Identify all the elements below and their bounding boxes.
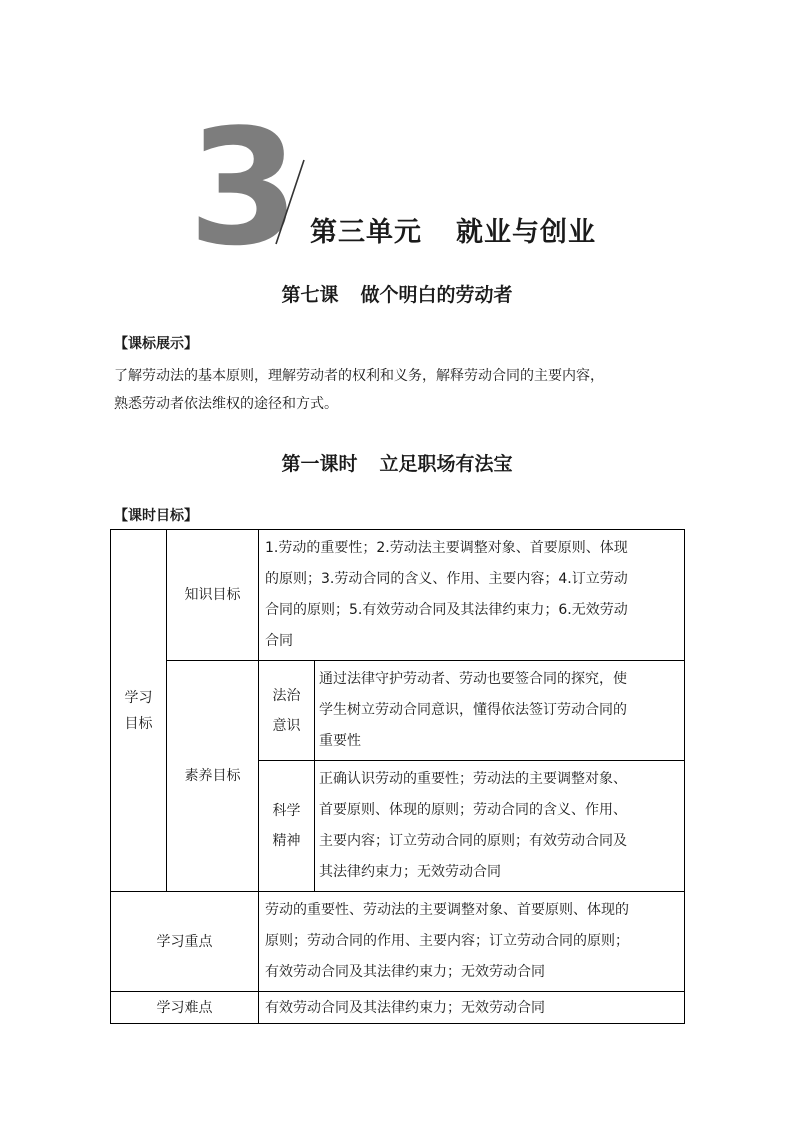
learning-goals-label-1: 学习 (124, 689, 153, 706)
unit-number: 3 (188, 94, 296, 281)
lesson-title (0, 280, 794, 307)
knowledge-line-4: 合同 (265, 633, 293, 649)
rule-of-law-label-1: 法治 (272, 687, 301, 704)
knowledge-goal-label: 知识目标 (167, 530, 259, 661)
knowledge-line-2: 的原则；3.劳动合同的含义、作用、主要内容；4.订立劳动 (265, 571, 628, 587)
difficulties-text: 有效劳动合同及其法律约束力；无效劳动合同 (259, 992, 685, 1024)
period-name: 立足职场有法宝 (379, 453, 513, 475)
lesson-name: 做个明白的劳动者 (360, 284, 513, 306)
rule-of-law-line-3: 重要性 (319, 733, 361, 749)
rule-of-law-text (315, 661, 685, 761)
knowledge-row (111, 530, 685, 661)
rule-of-law-line-1: 通过法律守护劳动者、劳动也要签合同的探究，使 (319, 671, 627, 687)
key-points-line-1: 劳动的重要性、劳动法的主要调整对象、首要原则、体现的 (265, 902, 629, 918)
standards-line-1: 了解劳动法的基本原则，理解劳动者的权利和义务，解释劳动合同的主要内容， (114, 368, 604, 384)
science-line-1: 正确认识劳动的重要性；劳动法的主要调整对象、 (319, 771, 627, 787)
literacy-goal-label: 素养目标 (167, 661, 259, 892)
period-title (0, 449, 794, 476)
rule-of-law-label-2: 意识 (272, 717, 301, 734)
unit-title-number: 第三单元 (310, 217, 422, 248)
science-label-2: 精神 (272, 833, 301, 849)
difficulties-label: 学习难点 (111, 992, 259, 1024)
unit-title (310, 210, 596, 249)
lesson-number: 第七课 (281, 284, 339, 306)
goals-label: 【课时目标】 (114, 508, 198, 524)
slash-divider (0, 0, 794, 300)
knowledge-line-1: 1.劳动的重要性；2.劳动法主要调整对象、首要原则、体现 (265, 540, 628, 556)
science-line-4: 其法律约束力；无效劳动合同 (319, 864, 501, 880)
unit-title-name: 就业与创业 (456, 217, 596, 248)
key-points-line-2: 原则；劳动合同的作用、主要内容；订立劳动合同的原则； (265, 933, 629, 949)
knowledge-line-3: 合同的原则；5.有效劳动合同及其法律约束力；6.无效劳动 (265, 602, 628, 618)
standards-line-2: 熟悉劳动者依法维权的途径和方式。 (114, 396, 338, 412)
learning-goals-label-2: 目标 (124, 715, 153, 732)
rule-of-law-line-2: 学生树立劳动合同意识，懂得依法签订劳动合同的 (319, 702, 627, 718)
standards-text (114, 362, 684, 418)
key-points-label: 学习重点 (111, 892, 259, 992)
science-label-1: 科学 (272, 803, 301, 819)
key-points-text (259, 892, 685, 992)
science-label (259, 761, 315, 892)
science-text (315, 761, 685, 892)
knowledge-goal-text (259, 530, 685, 661)
science-line-3: 主要内容；订立劳动合同的原则；有效劳动合同及 (319, 833, 627, 849)
key-points-row (111, 892, 685, 992)
standards-label: 【课标展示】 (114, 336, 198, 352)
key-points-line-3: 有效劳动合同及其法律约束力；无效劳动合同 (265, 964, 545, 980)
period-number: 第一课时 (281, 453, 358, 475)
goals-table (110, 529, 685, 1024)
rule-of-law-row (111, 661, 685, 761)
learning-goals-cell (111, 530, 167, 892)
rule-of-law-label (259, 661, 315, 761)
science-line-2: 首要原则、体现的原则；劳动合同的含义、作用、 (319, 802, 627, 818)
difficulties-row (111, 992, 685, 1024)
